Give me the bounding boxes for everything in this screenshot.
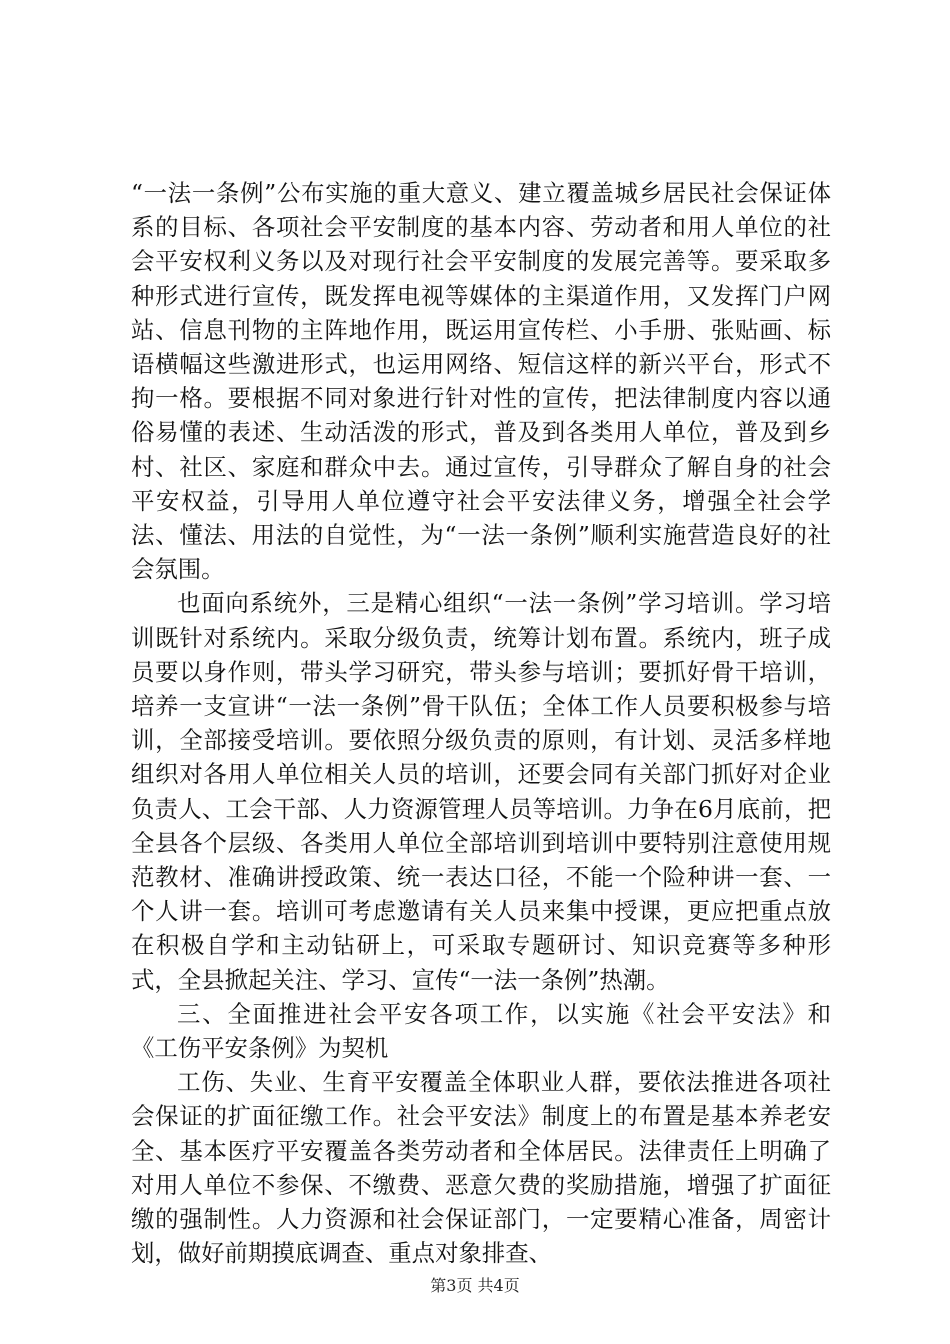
paragraph: 工伤、失业、生育平安覆盖全体职业人群，要依法推进各项社会保证的扩面征缴工作。社会平安法》制度上的布置是基本养老安全、基本医疗平安覆盖各类劳动者和全体居民。法律责任上明确了对用人单位不参保、不缴费、恶意欠费的奖励措施，增强了扩面征缴的强制性。人力资源和社会保证部门，一定要精心准备，周密计划，做好前期摸底调查、重点对象排查、 bbox=[131, 1068, 831, 1268]
paragraph: 三、全面推进社会平安各项工作，以实施《社会平安法》和《工伤平安条例》为契机 bbox=[131, 999, 831, 1063]
document-body bbox=[131, 176, 831, 1271]
paragraph: 也面向系统外，三是精心组织“一法一条例”学习培训。学习培训既针对系统内。采取分级负责，统筹计划布置。系统内，班子成员要以身作则，带头学习研究，带头参与培训；要抓好骨干培训，培养一支宣讲“一法一条例”骨干队伍；全体工作人员要积极参与培训，全部接受培训。要依照分级负责的原则，有计划、灵活多样地组织对各用人单位相关人员的培训，还要会同有关部门抓好对企业负责人、工会干部、人力资源管理人员等培训。力争在6月底前，把全县各个层级、各类用人单位全部培训到培训中要特别注意使用规范教材、准确讲授政策、统一表达口径，不能一个险种讲一套、一个人讲一套。培训可考虑邀请有关人员来集中授课，更应把重点放在积极自学和主动钻研上，可采取专题研讨、知识竞赛等多种形式，全县掀起关注、学习、宣传“一法一条例”热潮。 bbox=[131, 589, 831, 994]
paragraph: “一法一条例”公布实施的重大意义、建立覆盖城乡居民社会保证体系的目标、各项社会平安制度的基本内容、劳动者和用人单位的社会平安权利义务以及对现行社会平安制度的发展完善等。要采取多种形式进行宣传，既发挥电视等媒体的主渠道作用，又发挥门户网站、信息刊物的主阵地作用，既运用宣传栏、小手册、张贴画、标语横幅这些激进形式，也运用网络、短信这样的新兴平台，形式不拘一格。要根据不同对象进行针对性的宣传，把法律制度内容以通俗易懂的表述、生动活泼的形式，普及到各类用人单位，普及到乡村、社区、家庭和群众中去。通过宣传，引导群众了解自身的社会平安权益，引导用人单位遵守社会平安法律义务，增强全社会学法、懂法、用法的自觉性，为“一法一条例”顺利实施营造良好的社会氛围。 bbox=[131, 179, 831, 584]
page-footer: 第3页 共4页 bbox=[430, 1276, 520, 1295]
